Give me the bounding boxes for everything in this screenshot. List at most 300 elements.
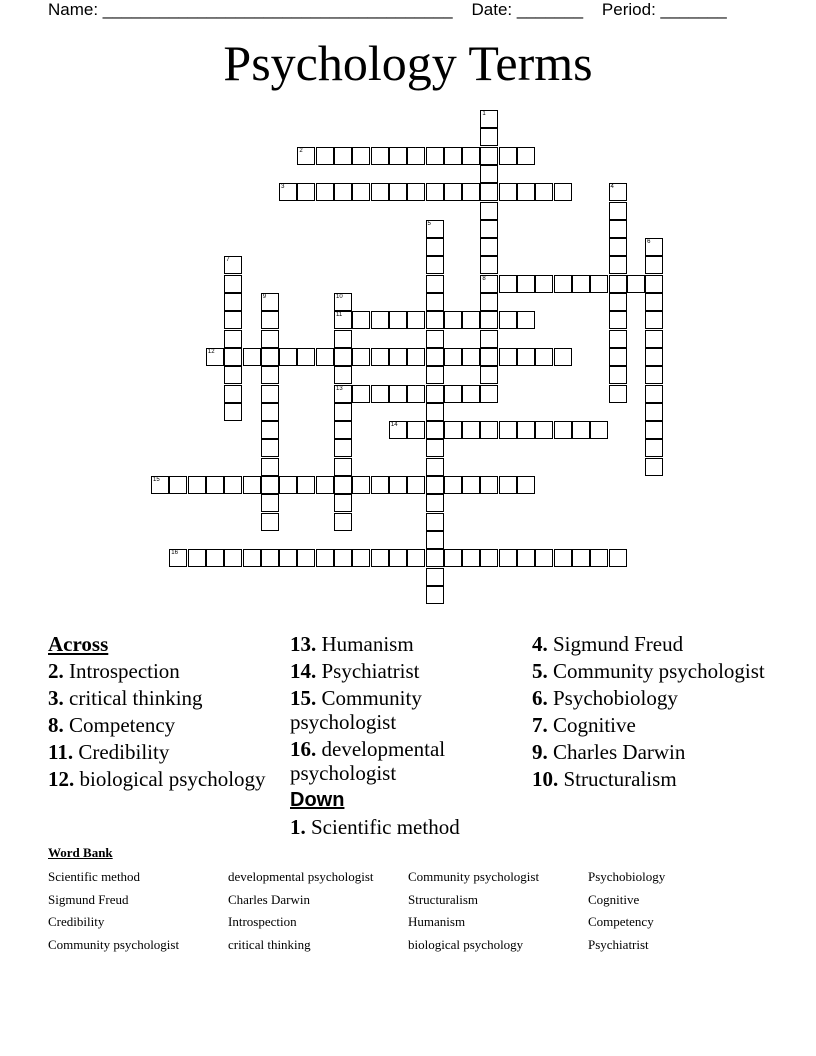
clue-number-label: 7 xyxy=(226,257,230,264)
grid-cell xyxy=(352,348,370,366)
grid-cell xyxy=(407,421,425,439)
clues-column-3 xyxy=(532,632,772,794)
grid-cell xyxy=(609,385,627,403)
grid-cell xyxy=(334,476,352,494)
grid-cell xyxy=(462,421,480,439)
grid-cell xyxy=(426,311,444,329)
word-bank-term: Credibility xyxy=(48,914,105,930)
clue-text: Competency xyxy=(69,713,176,737)
grid-cell xyxy=(243,549,261,567)
grid-cell xyxy=(169,476,187,494)
grid-cell xyxy=(609,275,627,293)
grid-cell xyxy=(444,549,462,567)
grid-cell xyxy=(371,348,389,366)
grid-cell xyxy=(426,385,444,403)
grid-cell xyxy=(645,293,663,311)
grid-cell xyxy=(371,385,389,403)
grid-cell xyxy=(334,421,352,439)
grid-cell xyxy=(426,421,444,439)
grid-cell xyxy=(645,421,663,439)
clue-text: Psychiatrist xyxy=(321,659,420,683)
grid-cell xyxy=(517,421,535,439)
word-bank-column-3 xyxy=(408,866,539,956)
grid-cell xyxy=(645,238,663,256)
grid-cell xyxy=(352,147,370,165)
grid-cell xyxy=(426,330,444,348)
grid-cell xyxy=(572,549,590,567)
clue-number-label: 15 xyxy=(153,477,160,483)
grid-cell xyxy=(169,549,187,567)
grid-cell xyxy=(334,183,352,201)
clue-text: Community psychologist xyxy=(553,659,765,683)
grid-cell xyxy=(426,348,444,366)
grid-cell xyxy=(645,348,663,366)
grid-cell xyxy=(462,476,480,494)
grid-cell xyxy=(554,275,572,293)
grid-cell xyxy=(261,293,279,311)
grid-cell xyxy=(499,147,517,165)
word-bank-column-2 xyxy=(228,866,374,956)
grid-cell xyxy=(224,311,242,329)
grid-cell xyxy=(371,476,389,494)
grid-cell xyxy=(426,568,444,586)
clue-item xyxy=(532,767,772,791)
grid-cell xyxy=(517,476,535,494)
grid-cell xyxy=(480,183,498,201)
grid-cell xyxy=(334,311,352,329)
word-bank-term: Community psychologist xyxy=(408,869,540,884)
clue-number-label: 11 xyxy=(336,312,343,319)
word-bank-title: Word Bank xyxy=(48,845,113,860)
word-bank-term: Charles Darwin xyxy=(228,891,310,907)
word-bank-term: Scientific method xyxy=(48,869,141,884)
grid-cell xyxy=(407,476,425,494)
grid-cell xyxy=(499,183,517,201)
grid-cell xyxy=(480,128,498,146)
grid-cell xyxy=(334,439,352,457)
grid-cell xyxy=(224,330,242,348)
section-heading-across: Across xyxy=(48,632,109,656)
clues-column-2 xyxy=(290,632,520,842)
grid-cell xyxy=(499,275,517,293)
grid-cell xyxy=(426,220,444,238)
grid-cell xyxy=(407,183,425,201)
grid-cell xyxy=(426,183,444,201)
grid-cell xyxy=(334,293,352,311)
clue-item xyxy=(290,686,520,734)
grid-cell xyxy=(279,549,297,567)
grid-cell xyxy=(334,458,352,476)
grid-cell xyxy=(462,183,480,201)
clue-item xyxy=(290,737,520,785)
grid-cell xyxy=(590,549,608,567)
clue-number-label: 13 xyxy=(336,385,343,392)
grid-cell xyxy=(426,403,444,421)
grid-cell xyxy=(444,421,462,439)
word-bank-term: Sigmund Freud xyxy=(48,891,129,907)
grid-cell xyxy=(462,311,480,329)
word-bank-term: Structuralism xyxy=(408,891,479,907)
clue-number: 4. xyxy=(532,632,548,656)
clue-item xyxy=(290,815,520,839)
grid-cell xyxy=(279,476,297,494)
clue-number: 11. xyxy=(48,740,74,764)
grid-cell xyxy=(352,183,370,201)
student-info-line: Name: _____________________________________ Date: _______ Period: _______ xyxy=(48,0,727,19)
grid-cell xyxy=(535,421,553,439)
grid-cell xyxy=(444,476,462,494)
grid-cell xyxy=(426,513,444,531)
grid-cell xyxy=(389,348,407,366)
grid-cell xyxy=(261,385,279,403)
grid-cell xyxy=(224,403,242,421)
grid-cell xyxy=(517,311,535,329)
clue-item xyxy=(532,713,772,737)
clue-item xyxy=(290,659,520,683)
grid-cell xyxy=(371,311,389,329)
clue-number-label: 16 xyxy=(171,550,178,557)
grid-cell xyxy=(480,421,498,439)
clue-number: 2. xyxy=(48,659,64,683)
grid-cell xyxy=(645,256,663,274)
grid-cell xyxy=(444,311,462,329)
word-bank-column-1 xyxy=(48,866,179,956)
grid-cell xyxy=(371,549,389,567)
grid-cell xyxy=(554,183,572,201)
grid-cell xyxy=(554,549,572,567)
grid-cell xyxy=(609,549,627,567)
clue-number-label: 10 xyxy=(336,294,343,300)
clue-number: 14. xyxy=(290,659,317,683)
grid-cell xyxy=(151,476,169,494)
grid-cell xyxy=(426,494,444,512)
clue-number: 6. xyxy=(532,686,548,710)
clue-number-label: 3 xyxy=(281,184,285,191)
grid-cell xyxy=(261,549,279,567)
grid-cell xyxy=(224,293,242,311)
grid-cell xyxy=(572,421,590,439)
grid-cell xyxy=(480,165,498,183)
grid-cell xyxy=(554,421,572,439)
grid-cell xyxy=(224,275,242,293)
grid-cell xyxy=(224,256,242,274)
grid-cell xyxy=(261,311,279,329)
grid-cell xyxy=(645,458,663,476)
clue-number: 13. xyxy=(290,632,317,656)
grid-cell xyxy=(261,330,279,348)
grid-cell xyxy=(480,110,498,128)
grid-cell xyxy=(462,549,480,567)
clue-number-label: 2 xyxy=(299,147,303,154)
clue-number: 10. xyxy=(532,767,559,791)
grid-cell xyxy=(261,476,279,494)
grid-cell xyxy=(499,549,517,567)
grid-cell xyxy=(480,385,498,403)
grid-cell xyxy=(480,238,498,256)
grid-cell xyxy=(188,476,206,494)
clue-text: Community psychologist xyxy=(290,686,422,734)
grid-cell xyxy=(407,147,425,165)
grid-cell xyxy=(297,549,315,567)
clue-number-label: 9 xyxy=(262,294,267,300)
grid-cell xyxy=(389,549,407,567)
grid-cell xyxy=(480,311,498,329)
grid-cell xyxy=(224,348,242,366)
grid-cell xyxy=(316,183,334,201)
grid-cell xyxy=(426,476,444,494)
clue-text: Humanism xyxy=(321,632,414,656)
grid-cell xyxy=(243,476,261,494)
clue-number-label: 1 xyxy=(482,111,486,117)
grid-cell xyxy=(316,147,334,165)
grid-cell xyxy=(627,275,645,293)
grid-cell xyxy=(645,275,663,293)
grid-cell xyxy=(480,256,498,274)
grid-cell xyxy=(645,366,663,384)
clue-item xyxy=(48,686,278,710)
word-bank-term: critical thinking xyxy=(228,936,311,952)
grid-cell xyxy=(261,421,279,439)
grid-cell xyxy=(261,403,279,421)
grid-cell xyxy=(590,421,608,439)
grid-cell xyxy=(444,348,462,366)
grid-cell xyxy=(609,256,627,274)
grid-cell xyxy=(297,476,315,494)
grid-cell xyxy=(389,311,407,329)
grid-cell xyxy=(499,421,517,439)
grid-cell xyxy=(480,549,498,567)
grid-cell xyxy=(261,366,279,384)
clue-number: 5. xyxy=(532,659,548,683)
grid-cell xyxy=(462,348,480,366)
grid-cell xyxy=(609,183,627,201)
grid-cell xyxy=(389,147,407,165)
grid-cell xyxy=(224,549,242,567)
grid-cell xyxy=(224,366,242,384)
grid-cell xyxy=(261,348,279,366)
grid-cell xyxy=(297,348,315,366)
grid-cell xyxy=(426,147,444,165)
grid-cell xyxy=(609,220,627,238)
grid-cell xyxy=(535,183,553,201)
grid-cell xyxy=(407,549,425,567)
grid-cell xyxy=(279,183,297,201)
clue-text: Psychobiology xyxy=(553,686,678,710)
grid-cell xyxy=(426,586,444,604)
grid-cell xyxy=(371,183,389,201)
grid-cell xyxy=(645,311,663,329)
grid-cell xyxy=(426,238,444,256)
grid-cell xyxy=(480,293,498,311)
grid-cell xyxy=(609,293,627,311)
grid-cell xyxy=(352,476,370,494)
clue-item xyxy=(532,632,772,656)
clue-number: 9. xyxy=(532,740,548,764)
grid-cell xyxy=(499,348,517,366)
grid-cell xyxy=(480,366,498,384)
grid-cell xyxy=(334,348,352,366)
clue-item xyxy=(290,632,520,656)
grid-cell xyxy=(444,183,462,201)
clue-item xyxy=(48,740,278,764)
grid-cell xyxy=(480,220,498,238)
grid-cell xyxy=(297,183,315,201)
grid-cell xyxy=(316,549,334,567)
clue-text: Scientific method xyxy=(311,815,460,839)
grid-cell xyxy=(535,275,553,293)
word-bank-term: Psychobiology xyxy=(588,869,666,884)
grid-cell xyxy=(297,147,315,165)
clue-text: biological psychology xyxy=(79,767,266,791)
clue-text: Introspection xyxy=(69,659,180,683)
grid-cell xyxy=(407,311,425,329)
clue-text: Cognitive xyxy=(553,713,636,737)
grid-cell xyxy=(316,476,334,494)
clue-number-label: 4 xyxy=(610,184,614,191)
grid-cell xyxy=(334,147,352,165)
clue-number-label: 5 xyxy=(427,220,431,227)
clue-item xyxy=(532,740,772,764)
grid-cell xyxy=(334,403,352,421)
grid-cell xyxy=(645,403,663,421)
clue-text: developmental psychologist xyxy=(290,737,446,785)
grid-cell xyxy=(224,476,242,494)
grid-cell xyxy=(426,531,444,549)
word-bank-term: Community psychologist xyxy=(48,936,180,952)
grid-cell xyxy=(609,202,627,220)
grid-cell xyxy=(426,256,444,274)
clue-number-label: 14 xyxy=(390,422,398,429)
clue-text: critical thinking xyxy=(69,686,203,710)
clue-text: Charles Darwin xyxy=(553,740,686,764)
clue-number: 3. xyxy=(48,686,64,710)
clue-number: 16. xyxy=(290,737,317,761)
grid-cell xyxy=(517,348,535,366)
grid-cell xyxy=(462,147,480,165)
word-bank-column-4 xyxy=(588,866,665,956)
grid-cell xyxy=(224,385,242,403)
grid-cell xyxy=(499,311,517,329)
grid-cell xyxy=(261,439,279,457)
grid-cell xyxy=(480,330,498,348)
grid-cell xyxy=(352,311,370,329)
grid-cell xyxy=(535,348,553,366)
word-bank-term: Competency xyxy=(588,914,654,930)
clue-item xyxy=(532,686,772,710)
grid-cell xyxy=(334,330,352,348)
grid-cell xyxy=(426,458,444,476)
grid-cell xyxy=(499,476,517,494)
grid-cell xyxy=(535,549,553,567)
grid-cell xyxy=(334,513,352,531)
clue-item xyxy=(48,659,278,683)
grid-cell xyxy=(426,275,444,293)
grid-cell xyxy=(480,147,498,165)
grid-cell xyxy=(261,513,279,531)
grid-cell xyxy=(572,275,590,293)
grid-cell xyxy=(609,330,627,348)
grid-cell xyxy=(444,385,462,403)
grid-cell xyxy=(334,366,352,384)
grid-cell xyxy=(517,183,535,201)
word-bank-term: developmental psychologist xyxy=(228,869,374,884)
grid-cell xyxy=(426,439,444,457)
grid-cell xyxy=(444,147,462,165)
clue-number: 7. xyxy=(532,713,548,737)
clue-number: 15. xyxy=(290,686,317,710)
grid-cell xyxy=(517,275,535,293)
grid-cell xyxy=(407,385,425,403)
clue-number-label: 8 xyxy=(482,275,486,282)
grid-cell xyxy=(609,311,627,329)
grid-cell xyxy=(389,183,407,201)
grid-cell xyxy=(188,549,206,567)
grid-cell xyxy=(609,348,627,366)
grid-cell xyxy=(389,421,407,439)
grid-cell xyxy=(426,293,444,311)
clues-column-1 xyxy=(48,632,278,794)
clue-number-label: 6 xyxy=(647,239,651,246)
grid-cell xyxy=(352,385,370,403)
grid-cell xyxy=(645,439,663,457)
grid-cell xyxy=(352,549,370,567)
grid-cell xyxy=(261,494,279,512)
grid-cell xyxy=(389,476,407,494)
clue-number: 1. xyxy=(290,815,306,839)
grid-cell xyxy=(590,275,608,293)
grid-cell xyxy=(609,366,627,384)
grid-cell xyxy=(243,348,261,366)
page-title: Psychology Terms xyxy=(223,35,593,91)
grid-cell xyxy=(334,385,352,403)
grid-cell xyxy=(426,549,444,567)
clue-text: Sigmund Freud xyxy=(553,632,684,656)
grid-cell xyxy=(279,348,297,366)
word-bank-term: Psychiatrist xyxy=(588,936,649,952)
grid-cell xyxy=(371,147,389,165)
grid-cell xyxy=(334,549,352,567)
grid-cell xyxy=(261,458,279,476)
grid-cell xyxy=(206,549,224,567)
grid-cell xyxy=(645,385,663,403)
word-bank-term: Humanism xyxy=(408,914,466,930)
grid-cell xyxy=(517,147,535,165)
grid-cell xyxy=(334,494,352,512)
grid-cell xyxy=(426,366,444,384)
word-bank-term: biological psychology xyxy=(408,936,524,952)
grid-cell xyxy=(480,348,498,366)
grid-cell xyxy=(206,476,224,494)
clue-text: Credibility xyxy=(78,740,170,764)
grid-cell xyxy=(407,348,425,366)
clue-number: 12. xyxy=(48,767,75,791)
grid-cell xyxy=(609,238,627,256)
grid-cell xyxy=(316,348,334,366)
section-heading-down: Down xyxy=(290,789,345,811)
clue-text: Structuralism xyxy=(563,767,677,791)
clue-number: 8. xyxy=(48,713,64,737)
grid-cell xyxy=(645,330,663,348)
clue-number-label: 12 xyxy=(207,348,215,355)
grid-cell xyxy=(206,348,224,366)
clue-item xyxy=(48,713,278,737)
grid-cell xyxy=(480,476,498,494)
grid-cell xyxy=(480,202,498,220)
clue-item xyxy=(532,659,772,683)
grid-cell xyxy=(462,385,480,403)
grid-cell xyxy=(389,385,407,403)
grid-cell xyxy=(517,549,535,567)
